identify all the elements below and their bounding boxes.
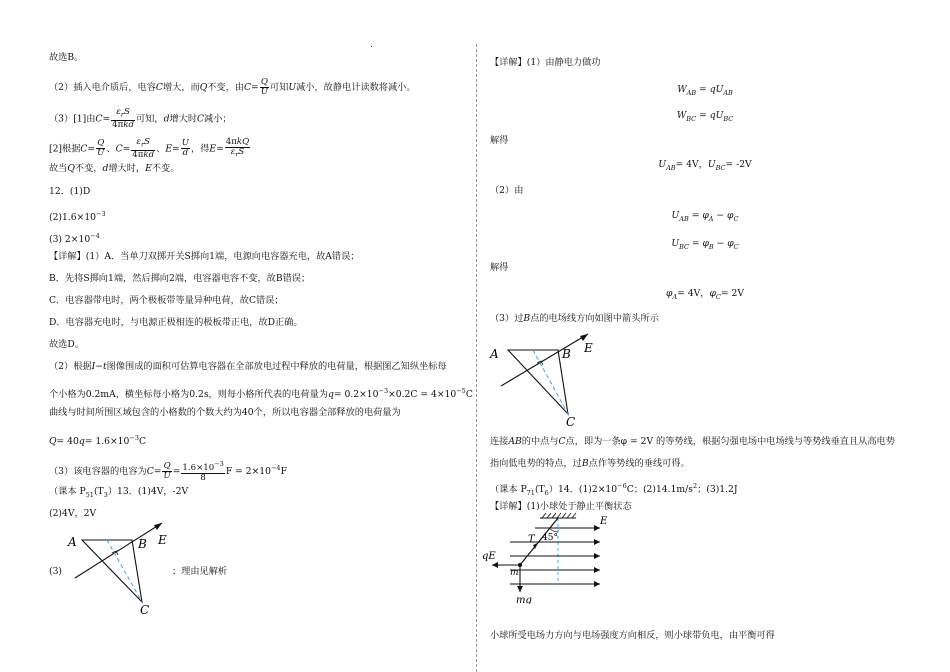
text-line: （课本 $P_{71}(T_6)14$．$(1)2\times 10^{-6}C$；$(2)14.1m/s^2$；(3)1.2J — [490, 482, 738, 497]
label-angle: 45° — [542, 533, 558, 543]
text-line: 故选B。 — [49, 52, 84, 63]
text-line: （2）根据I−t图像围成的面积可估算电容器在全部放电过程中释放的电荷量，根据图乙知纵坐标每 — [49, 361, 447, 372]
text-line: （课本 $P_{51}(T_3)13$．(1)4V，-2V — [49, 486, 189, 499]
triangle-field-diagram-right — [488, 330, 613, 430]
text-line: [2]根据C= $\frac{Q}{U}$ 、C= $\frac{\varepsilon_rS}{\text{4πkd}}$ 、E= $\frac{U}{d}$ ，得E= $\frac{\text{4πkQ}}{\varepsilon_rS}$ — [49, 137, 250, 160]
label-c: C — [566, 415, 576, 429]
text-line: 【详解】(1)小球处于静止平衡状态 — [490, 501, 632, 512]
label-qe: qE — [482, 551, 496, 562]
text-line: 个小格为0.2mA，横坐标每小格为0.2s，则每小格所代表的电荷量为$q= 0.2\times 10^{-3}\times 0.2C = 4\times 10^{-5}C$ — [49, 387, 473, 401]
left-column — [0, 0, 474, 672]
label-a: A — [68, 535, 77, 549]
fraction: $\frac{\text{4πkQ}}{\varepsilon_rS}$ — [225, 137, 250, 159]
label-a: A — [490, 347, 499, 361]
text-line: 故当Q不变，d增大时，E不变。 — [49, 163, 180, 174]
fraction: $\frac{Q}{U}$ — [97, 138, 105, 159]
text-line: (3) $2\times 10^{-4}$ — [49, 232, 100, 246]
header-dot: . — [370, 40, 373, 50]
text-line: 【详解】(1）A．当单刀双掷开关S掷向1端，电源向电容器充电，故A错误； — [49, 251, 360, 262]
label-e: E — [600, 516, 608, 527]
equation: $U_{AB} = \varphi_A - \varphi_C$ — [671, 210, 739, 223]
fraction: $\frac{\varepsilon_rS}{\text{4πkd}}$ — [132, 137, 155, 160]
text-line: (2)4V，2V — [49, 508, 97, 519]
text-line: C．电容器带电时，两个极板带等量异种电荷，故C错误； — [49, 295, 284, 306]
equation: $U_{AB}= 4V$，$U_{BC}= -2V$ — [658, 159, 752, 172]
fraction: $\frac{1.6\times 10^{-3}}{8}$ — [182, 460, 224, 483]
fraction: $\frac{Q}{U}$ — [163, 460, 171, 481]
pendulum-force-diagram — [480, 512, 610, 604]
text-line: 解得 — [490, 135, 509, 146]
triangle-field-diagram-left — [62, 518, 187, 618]
text-line: 解得 — [490, 262, 509, 273]
text-line: （2）插入电介质后，电容C增大，而Q不变，由C= $\frac{Q}{U}$ 可知U减小，故静电计读数将减小。 — [49, 77, 416, 97]
fraction: $\frac{\varepsilon_rS}{\text{4πkd}}$ — [112, 107, 134, 130]
text-line: D．电容器充电时，与电源正极相连的极板带正电，故D正确。 — [49, 317, 303, 328]
label-mg: mg — [516, 595, 532, 604]
text-line: 连接AB的中点与C点，即为一条φ = 2V 的等势线，根据匀强电场中电场线与等势线垂直且从高电势 — [490, 436, 895, 447]
text-line: B．先将S掷向1端，然后掷向2端，电容器电容不变，故B错误； — [49, 273, 311, 284]
column-divider — [476, 44, 477, 672]
text-line: （2）由 — [490, 185, 524, 196]
text-line: $Q= 40q= 1.6\times 10^{-3}C$ — [49, 434, 146, 448]
text-line: $(2)1.6\times 10^{-3}$ — [49, 210, 106, 224]
equation: $U_{BC} = \varphi_B - \varphi_C$ — [671, 238, 739, 251]
label-e: E — [584, 341, 593, 355]
text-line: （3）该电容器的电容为C= $\frac{Q}{U}$ = $\frac{1.6\times 10^{-3}}{8}$ $F = 2\times 10^{-4}F$ — [49, 460, 287, 483]
text-line: 指向低电势的特点，过B点作等势线的垂线可得。 — [490, 458, 690, 469]
equation: $W_{AB} = qU_{AB}$ — [677, 84, 733, 97]
text-line: （3）过B点的电场线方向如图中箭头所示 — [490, 313, 659, 324]
label-e: E — [158, 533, 167, 547]
label-t: T — [528, 534, 535, 545]
text-line: 故选D。 — [49, 339, 84, 350]
equation: $W_{BC} = qU_{BC}$ — [676, 110, 734, 123]
text-line: 【详解】(1）由静电力做功 — [490, 57, 601, 68]
label-m: m — [510, 568, 519, 578]
text-line: 12．(1)D — [49, 186, 91, 197]
text-line: 小球所受电场力方向与电场强度方向相反，则小球带负电，由平衡可得 — [490, 630, 775, 641]
right-column — [480, 0, 950, 672]
fraction: $\frac{Q}{U}$ — [260, 77, 268, 97]
equation: $\varphi_A= 4V$，$\varphi_C= 2V$ — [666, 288, 744, 301]
text-line: ；理由见解析 — [172, 566, 228, 577]
label-c: C — [140, 603, 150, 617]
text-line: 曲线与时间所围区域包含的小格数的个数大约为40个，所以电容器全部释放的电荷量为 — [49, 407, 401, 418]
fraction: $\frac{U}{d}$ — [181, 138, 189, 159]
text-line: （3）[1]由C= $\frac{\varepsilon_rS}{\text{4πkd}}$ 可知，d增大时C减小； — [49, 107, 232, 130]
label-b: B — [138, 537, 147, 551]
label-b: B — [562, 347, 571, 361]
text-line: (3) — [49, 566, 63, 577]
